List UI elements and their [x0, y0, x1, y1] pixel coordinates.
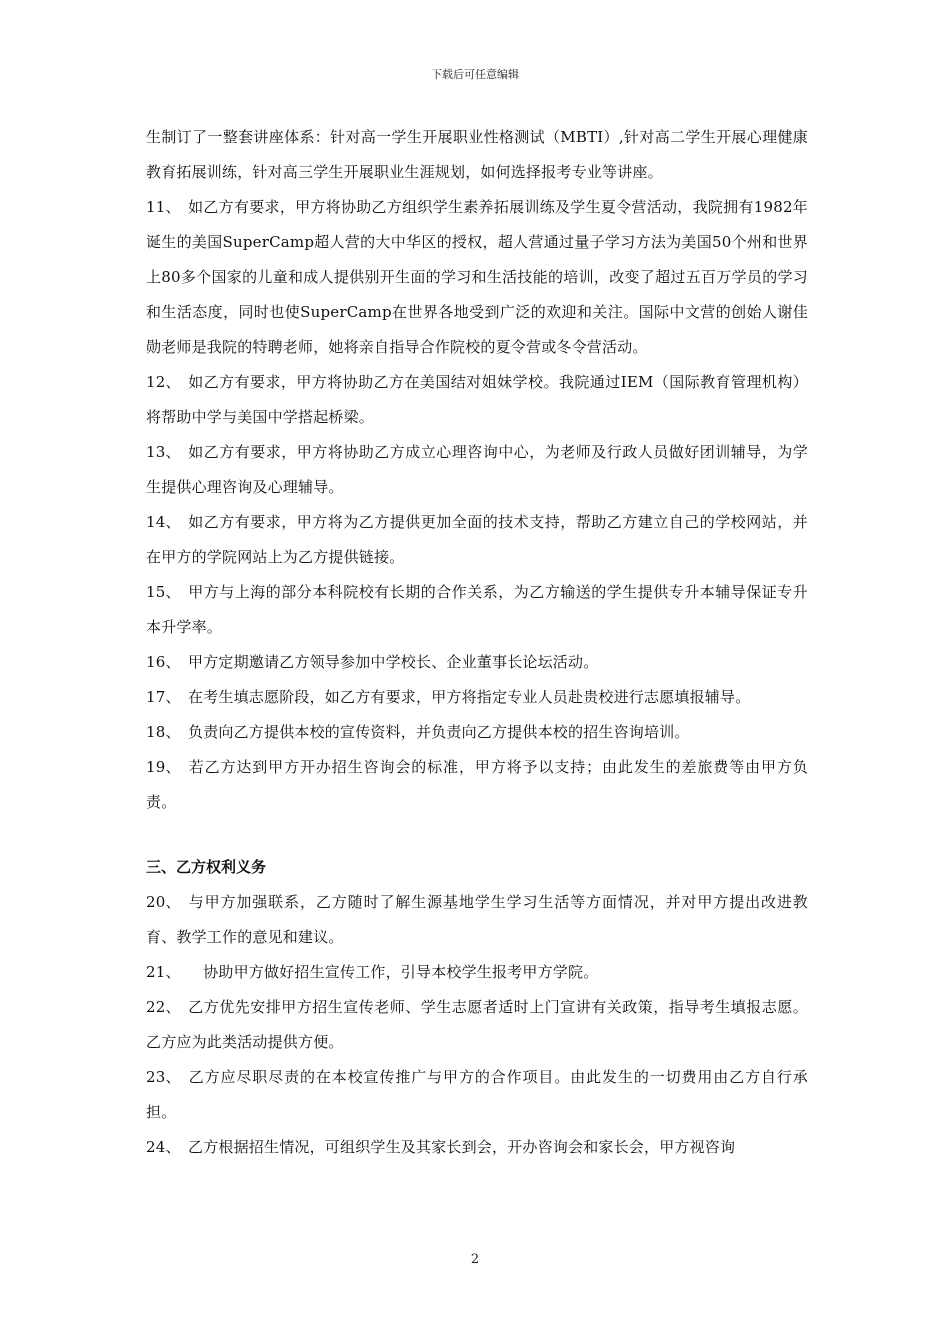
clause-17: [146, 680, 808, 715]
section-3-heading: 三、乙方权利义务: [146, 858, 267, 876]
clause-number: 12、: [146, 373, 181, 391]
section-3-items: [146, 885, 808, 1165]
clause-number: 16、: [146, 653, 181, 671]
section-2-items: [146, 190, 808, 820]
clause-number: 24、: [146, 1138, 181, 1156]
clause-text: 甲方与上海的部分本科院校有长期的合作关系，为乙方输送的学生提供专升本辅导保证专升本升学率。: [146, 583, 808, 636]
clause-number: 23、: [146, 1068, 181, 1086]
clause-text: 若乙方达到甲方开办招生咨询会的标准，甲方将予以支持；由此发生的差旅费等由甲方负责。: [146, 758, 808, 811]
clause-text: 如乙方有要求，甲方将协助乙方成立心理咨询中心，为老师及行政人员做好团训辅导，为学生提供心理咨询及心理辅导。: [146, 443, 808, 496]
document-body: [146, 120, 808, 1165]
page-number: 2: [470, 1252, 480, 1267]
clause-13: [146, 435, 808, 505]
clause-number: 18、: [146, 723, 181, 741]
clause-number: 15、: [146, 583, 181, 601]
clause-text: 甲方定期邀请乙方领导参加中学校长、企业董事长论坛活动。: [188, 653, 599, 671]
clause-11: [146, 190, 808, 365]
clause-text: 如乙方有要求，甲方将为乙方提供更加全面的技术支持，帮助乙方建立自己的学校网站，并在甲方的学院网站上为乙方提供链接。: [146, 513, 808, 566]
clause-text: 乙方应尽职尽责的在本校宣传推广与甲方的合作项目。由此发生的一切费用由乙方自行承担。: [146, 1068, 808, 1121]
clause-number: 21、: [146, 963, 181, 981]
clause-16: [146, 645, 808, 680]
clause-18: [146, 715, 808, 750]
clause-20: [146, 885, 808, 955]
clause-text: 在考生填志愿阶段，如乙方有要求，甲方将指定专业人员赴贵校进行志愿填报辅导。: [188, 688, 751, 706]
clause-text: 与甲方加强联系，乙方随时了解生源基地学生学习生活等方面情况，并对甲方提出改进教育、教学工作的意见和建议。: [146, 893, 808, 946]
clause-19: [146, 750, 808, 820]
clause-12: [146, 365, 808, 435]
section-spacer: [146, 820, 808, 850]
clause-21: [146, 955, 808, 990]
clause-14: [146, 505, 808, 575]
clause-number: 20、: [146, 893, 181, 911]
clause-text: 乙方根据招生情况，可组织学生及其家长到会，开办咨询会和家长会，甲方视咨询: [188, 1138, 736, 1156]
clause-22: [146, 990, 808, 1060]
page-header: 下载后可任意编辑: [431, 68, 519, 81]
clause-number: 13、: [146, 443, 181, 461]
clause-number: 14、: [146, 513, 181, 531]
clause-text: 负责向乙方提供本校的宣传资料，并负责向乙方提供本校的招生咨询培训。: [188, 723, 690, 741]
clause-number: 11、: [146, 198, 181, 216]
clause-23: [146, 1060, 808, 1130]
clause-text: 乙方优先安排甲方招生宣传老师、学生志愿者适时上门宣讲有关政策，指导考生填报志愿。乙方应为此类活动提供方便。: [146, 998, 808, 1051]
clause-text: 如乙方有要求，甲方将协助乙方在美国结对姐妹学校。我院通过IEM（国际教育管理机构）将帮助中学与美国中学搭起桥梁。: [146, 373, 808, 426]
continuation-paragraph: 生制订了一整套讲座体系：针对高一学生开展职业性格测试（MBTI）,针对高二学生开展心理健康教育拓展训练，针对高三学生开展职业生涯规划，如何选择报考专业等讲座。: [146, 128, 808, 181]
clause-number: 19、: [146, 758, 181, 776]
clause-24: [146, 1130, 808, 1165]
clause-text: 如乙方有要求，甲方将协助乙方组织学生素养拓展训练及学生夏令营活动，我院拥有1982年诞生的美国SuperCamp超人营的大中华区的授权，超人营通过量子学习方法为美国50个州和世界上80多个国家的儿童和成人提供别开生面的学习和生活技能的培训，改变了超过五百万学员的学习和生活态度，同时也使SuperCamp在世界各地受到广泛的欢迎和关注。国际中文营的创始人谢佳勋老师是我院的特聘老师，她将亲自指导合作院校的夏令营或冬令营活动。: [146, 198, 808, 356]
clause-text: 协助甲方做好招生宣传工作，引导本校学生报考甲方学院。: [188, 963, 599, 981]
clause-15: [146, 575, 808, 645]
clause-number: 22、: [146, 998, 181, 1016]
clause-number: 17、: [146, 688, 181, 706]
